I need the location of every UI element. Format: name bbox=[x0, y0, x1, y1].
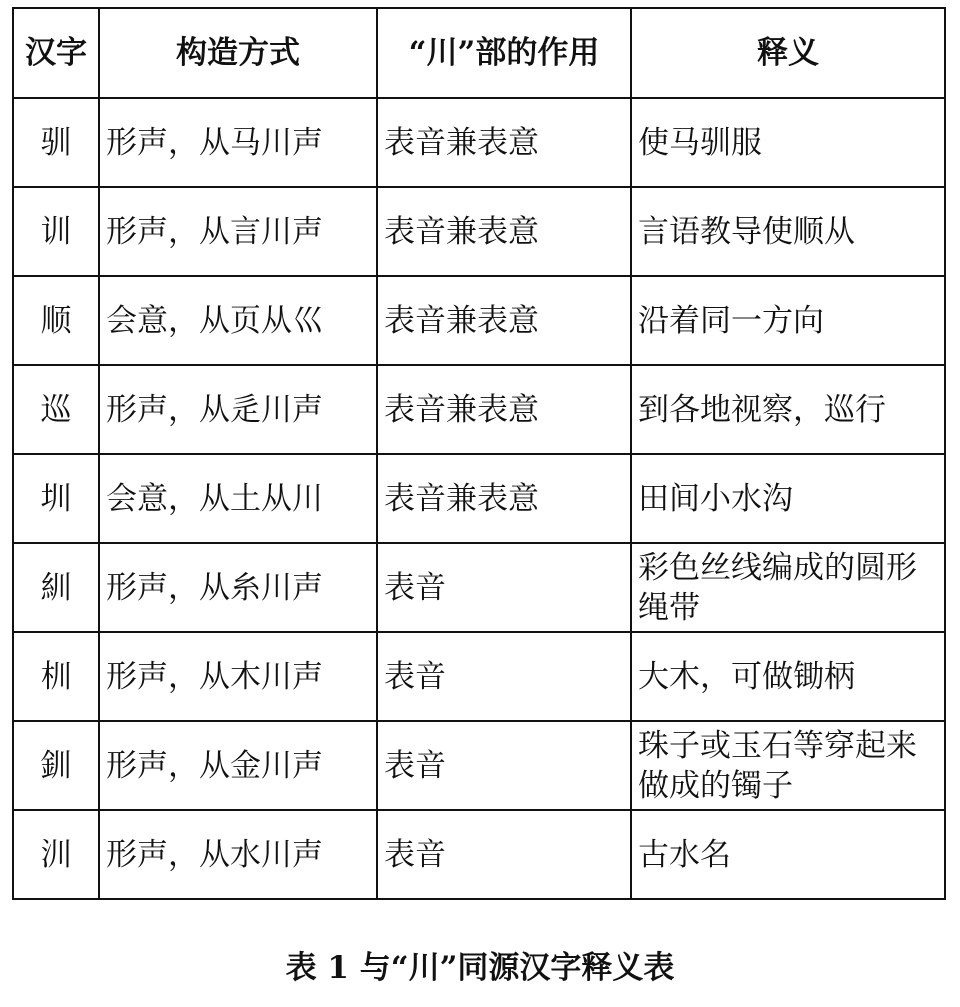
table-row bbox=[13, 454, 945, 543]
header-character: 汉字 bbox=[13, 8, 99, 98]
table-row bbox=[13, 365, 945, 454]
cell-character: 釧 bbox=[13, 721, 99, 810]
cell-role: 表音 bbox=[377, 810, 631, 899]
cell-character: 圳 bbox=[13, 454, 99, 543]
header-meaning: 释义 bbox=[631, 8, 945, 98]
cell-role: 表音 bbox=[377, 721, 631, 810]
cell-meaning: 沿着同一方向 bbox=[631, 276, 945, 365]
cell-structure: 形声，从辵川声 bbox=[99, 365, 377, 454]
cell-character: 驯 bbox=[13, 98, 99, 187]
table-row bbox=[13, 632, 945, 721]
cell-meaning: 古水名 bbox=[631, 810, 945, 899]
table-row bbox=[13, 276, 945, 365]
cell-structure: 形声，从言川声 bbox=[99, 187, 377, 276]
header-row bbox=[13, 8, 945, 98]
cell-structure: 形声，从金川声 bbox=[99, 721, 377, 810]
cell-structure: 会意，从土从川 bbox=[99, 454, 377, 543]
table-row bbox=[13, 187, 945, 276]
cell-role: 表音兼表意 bbox=[377, 276, 631, 365]
cell-meaning: 使马驯服 bbox=[631, 98, 945, 187]
cell-role: 表音兼表意 bbox=[377, 365, 631, 454]
cell-role: 表音兼表意 bbox=[377, 454, 631, 543]
table-row bbox=[13, 810, 945, 899]
cell-meaning: 珠子或玉石等穿起来做成的镯子 bbox=[631, 721, 945, 810]
cell-meaning: 到各地视察，巡行 bbox=[631, 365, 945, 454]
cell-structure: 会意，从页从巛 bbox=[99, 276, 377, 365]
cell-structure: 形声，从木川声 bbox=[99, 632, 377, 721]
table-row bbox=[13, 721, 945, 810]
cell-structure: 形声，从水川声 bbox=[99, 810, 377, 899]
table-row bbox=[13, 543, 945, 632]
cell-character: 顺 bbox=[13, 276, 99, 365]
etymology-table bbox=[12, 7, 946, 900]
cell-character: 汌 bbox=[13, 810, 99, 899]
cell-role: 表音 bbox=[377, 543, 631, 632]
cell-meaning: 言语教导使顺从 bbox=[631, 187, 945, 276]
cell-character: 训 bbox=[13, 187, 99, 276]
table-row bbox=[13, 98, 945, 187]
cell-structure: 形声，从糸川声 bbox=[99, 543, 377, 632]
header-role: “川”部的作用 bbox=[377, 8, 631, 98]
cell-role: 表音 bbox=[377, 632, 631, 721]
cell-meaning: 田间小水沟 bbox=[631, 454, 945, 543]
cell-structure: 形声，从马川声 bbox=[99, 98, 377, 187]
cell-role: 表音兼表意 bbox=[377, 187, 631, 276]
cell-character: 杊 bbox=[13, 632, 99, 721]
cell-character: 巡 bbox=[13, 365, 99, 454]
cell-meaning: 彩色丝线编成的圆形绳带 bbox=[631, 543, 945, 632]
table-caption: 表 1 与“川”同源汉字释义表 bbox=[285, 950, 675, 986]
header-structure: 构造方式 bbox=[99, 8, 377, 98]
cell-role: 表音兼表意 bbox=[377, 98, 631, 187]
cell-character: 紃 bbox=[13, 543, 99, 632]
cell-meaning: 大木，可做锄柄 bbox=[631, 632, 945, 721]
